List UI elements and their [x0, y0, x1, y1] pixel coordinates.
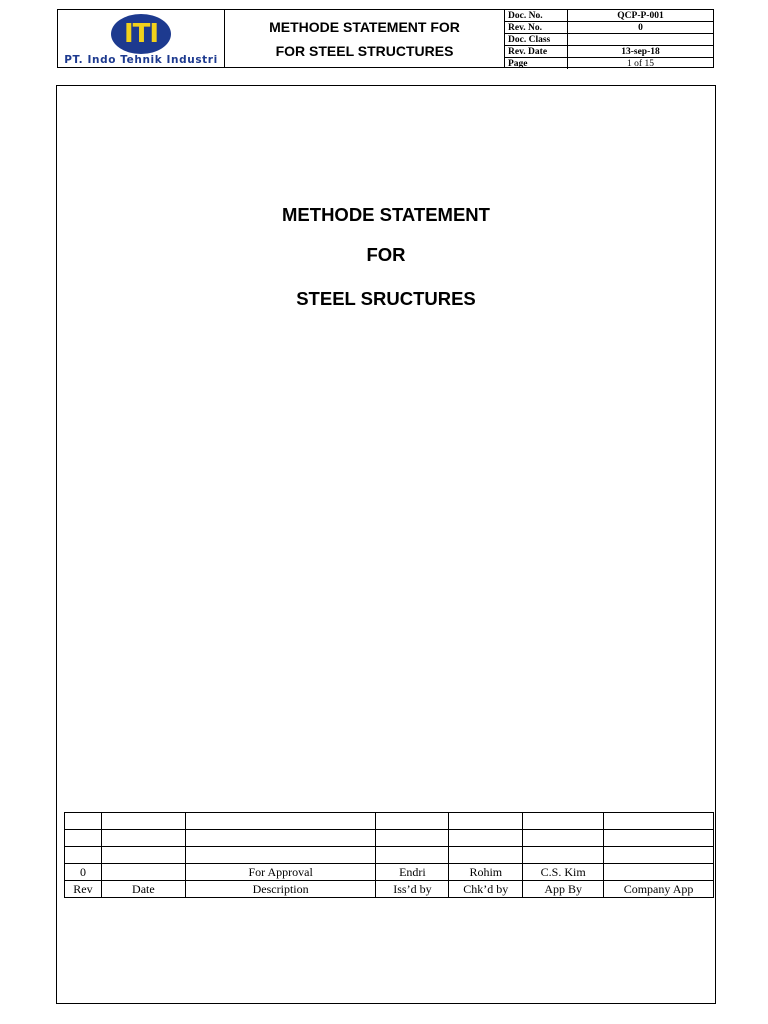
meta-label: Doc. Class — [505, 34, 568, 46]
meta-value: 0 — [568, 22, 714, 34]
company-app-cell — [604, 830, 714, 847]
revision-row — [65, 847, 714, 864]
rev-cell — [65, 830, 102, 847]
meta-row-rev-date — [505, 46, 713, 58]
meta-value: QCP-P-001 — [568, 10, 714, 22]
header-rev: Rev — [65, 881, 102, 898]
checked-by-cell — [449, 813, 523, 830]
meta-value — [568, 34, 714, 46]
header-date: Date — [101, 881, 185, 898]
header-checked-by: Chk’d by — [449, 881, 523, 898]
company-logo — [58, 10, 225, 67]
revision-header-row — [65, 881, 714, 898]
rev-cell — [65, 847, 102, 864]
meta-row-doc-class — [505, 34, 713, 46]
document-title-line1: METHODE STATEMENT — [282, 204, 490, 225]
company-app-cell — [604, 813, 714, 830]
logo-emblem — [111, 14, 171, 54]
header-company-app: Company App — [604, 881, 714, 898]
meta-row-page — [505, 58, 713, 70]
company-app-cell — [604, 864, 714, 881]
revision-row — [65, 813, 714, 830]
revision-row — [65, 830, 714, 847]
header-title-line2: FOR STEEL STRUCTURES — [275, 42, 454, 59]
description-cell — [185, 813, 376, 830]
header-description: Description — [185, 881, 376, 898]
meta-row-doc-no — [505, 10, 713, 22]
issued-by-cell: Endri — [376, 864, 449, 881]
page-frame — [56, 85, 716, 1004]
company-name: PT. Indo Tehnik Industri — [64, 54, 218, 66]
approved-by-cell — [523, 830, 604, 847]
logo-text: ITI — [123, 19, 159, 49]
document-header — [57, 9, 714, 68]
meta-label: Page — [505, 58, 568, 70]
document-meta-table — [505, 10, 713, 69]
document-title-line3: STEEL SRUCTURES — [296, 288, 476, 309]
description-cell — [185, 830, 376, 847]
description-cell: For Approval — [185, 864, 376, 881]
revision-table — [64, 812, 714, 898]
checked-by-cell — [449, 830, 523, 847]
meta-label: Rev. Date — [505, 46, 568, 58]
document-title-line2: FOR — [366, 244, 406, 265]
issued-by-cell — [376, 830, 449, 847]
issued-by-cell — [376, 847, 449, 864]
meta-label: Rev. No. — [505, 22, 568, 34]
header-title — [225, 10, 505, 67]
issued-by-cell — [376, 813, 449, 830]
rev-cell: 0 — [65, 864, 102, 881]
description-cell — [185, 847, 376, 864]
company-app-cell — [604, 847, 714, 864]
checked-by-cell: Rohim — [449, 864, 523, 881]
header-approved-by: App By — [523, 881, 604, 898]
approved-by-cell — [523, 813, 604, 830]
header-title-line1: METHODE STATEMENT FOR — [269, 18, 460, 35]
date-cell — [101, 864, 185, 881]
meta-value: 1 of 15 — [568, 58, 714, 70]
header-issued-by: Iss’d by — [376, 881, 449, 898]
date-cell — [101, 813, 185, 830]
approved-by-cell: C.S. Kim — [523, 864, 604, 881]
meta-label: Doc. No. — [505, 10, 568, 22]
date-cell — [101, 847, 185, 864]
rev-cell — [65, 813, 102, 830]
date-cell — [101, 830, 185, 847]
revision-row — [65, 864, 714, 881]
meta-row-rev-no — [505, 22, 713, 34]
checked-by-cell — [449, 847, 523, 864]
meta-value: 13-sep-18 — [568, 46, 714, 58]
approved-by-cell — [523, 847, 604, 864]
